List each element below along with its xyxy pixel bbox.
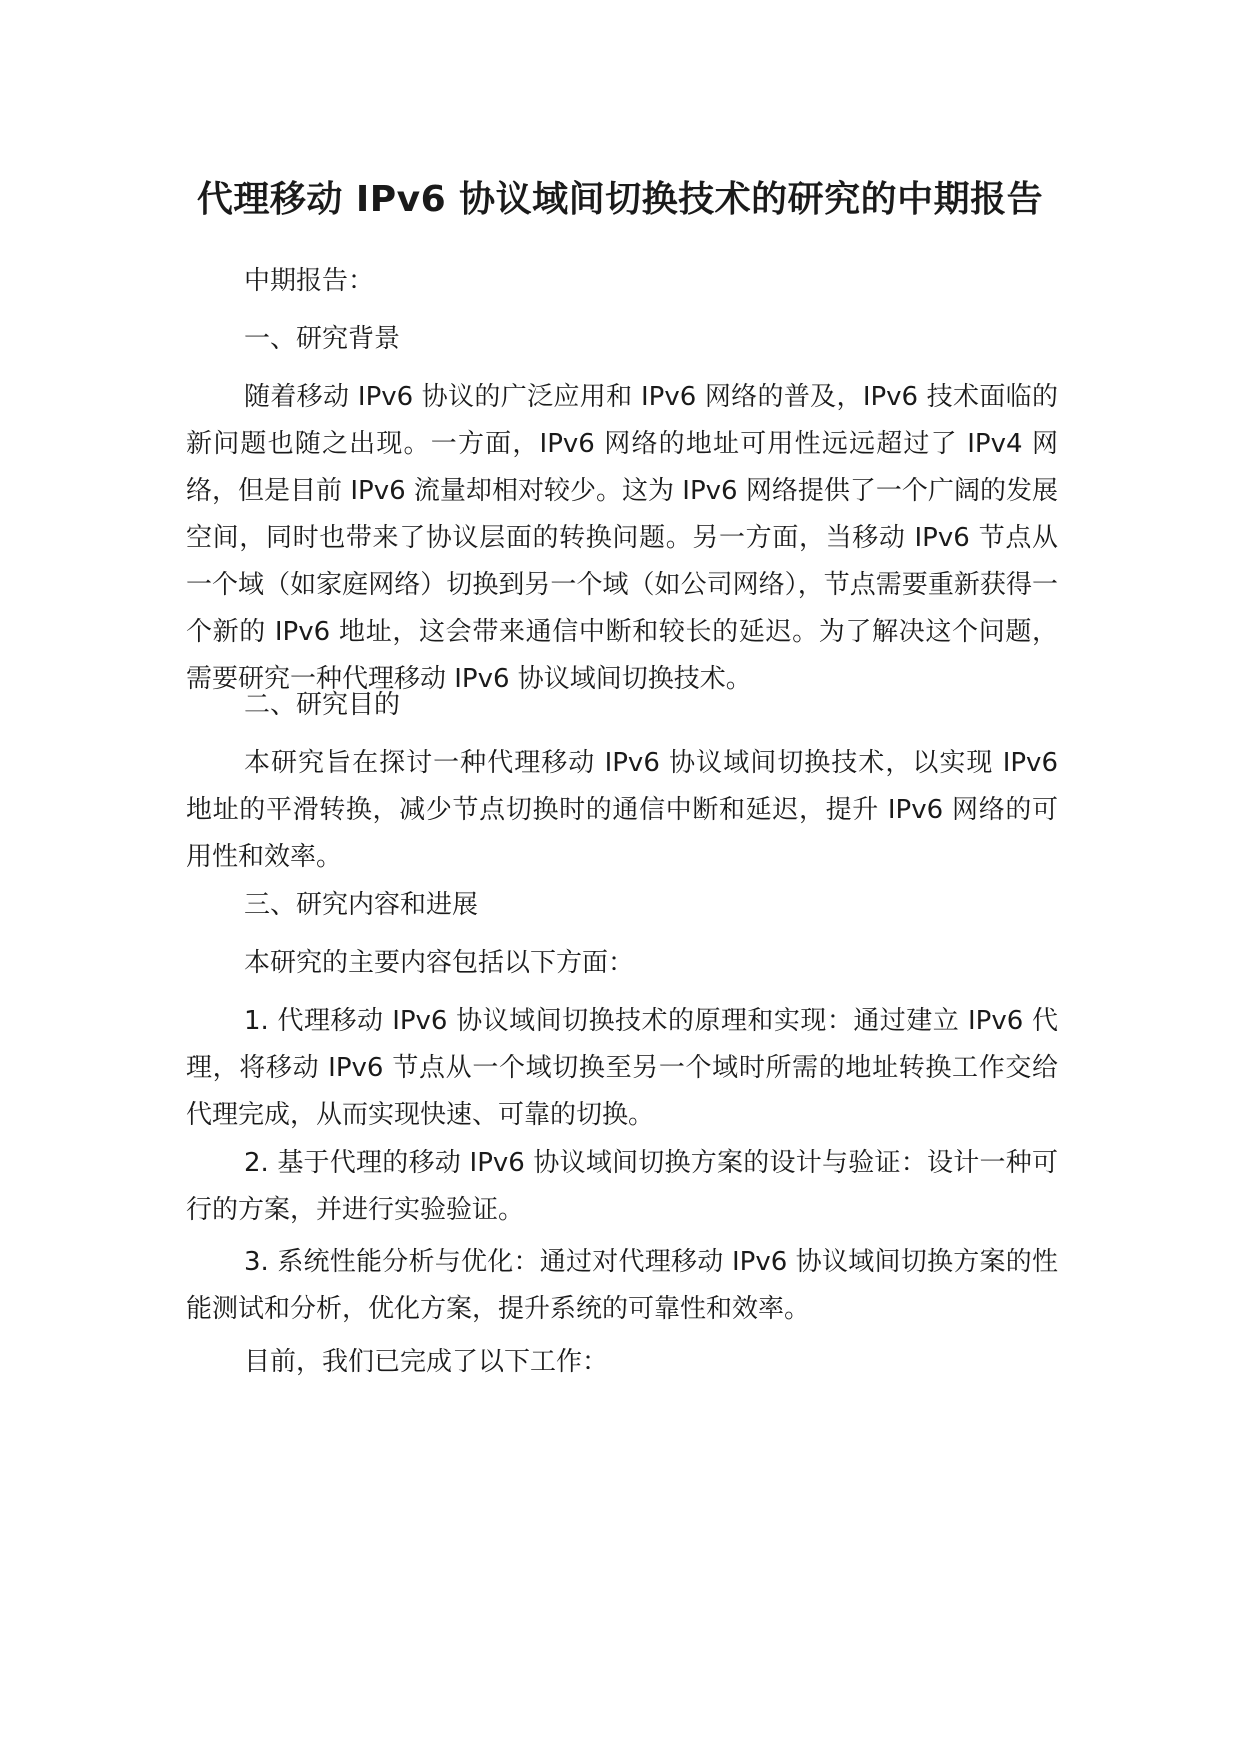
list-item-2: 2. 基于代理的移动 IPv6 协议域间切换方案的设计与验证：设计一种可行的方案，并进行实验验证。 bbox=[186, 1148, 1058, 1225]
section-body-background: 随着移动 IPv6 协议的广泛应用和 IPv6 网络的普及，IPv6 技术面临的新问题也随之出现。一方面，IPv6 网络的地址可用性远远超过了 IPv4 网络，但是目前 IPv6 流量却相对较少。这为 IPv6 网络提供了一个广阔的发展空间，同时也带来了协议层面的转换问题。另一方面，当移动 IPv6 节点从一个域（如家庭网络）切换到另一个域（如公司网络），节点需要重新获得一个新的 IPv6 地址，这会带来通信中断和较长的延迟。为了解决这个问题，需要研究一种代理移动 IPv6 协议域间切换技术。 bbox=[186, 382, 1058, 694]
section-heading-purpose: 二、研究目的 bbox=[244, 690, 401, 720]
section-heading-background: 一、研究背景 bbox=[244, 324, 401, 354]
progress-intro: 目前，我们已完成了以下工作： bbox=[244, 1347, 609, 1377]
list-item-3: 3. 系统性能分析与优化：通过对代理移动 IPv6 协议域间切换方案的性能测试和分析，优化方案，提升系统的可靠性和效率。 bbox=[186, 1247, 1058, 1324]
report-intro: 中期报告： bbox=[244, 266, 375, 296]
document-title: 代理移动 IPv6 协议域间切换技术的研究的中期报告 bbox=[196, 179, 1044, 220]
list-item-1: 1. 代理移动 IPv6 协议域间切换技术的原理和实现：通过建立 IPv6 代理，将移动 IPv6 节点从一个域切换至另一个域时所需的地址转换工作交给代理完成，从而实现快速、可靠的切换。 bbox=[186, 1006, 1058, 1130]
section-heading-content: 三、研究内容和进展 bbox=[244, 890, 479, 920]
section-content-intro: 本研究的主要内容包括以下方面： bbox=[244, 948, 635, 978]
section-body-purpose: 本研究旨在探讨一种代理移动 IPv6 协议域间切换技术，以实现 IPv6 地址的平滑转换，减少节点切换时的通信中断和延迟，提升 IPv6 网络的可用性和效率。 bbox=[186, 748, 1058, 872]
